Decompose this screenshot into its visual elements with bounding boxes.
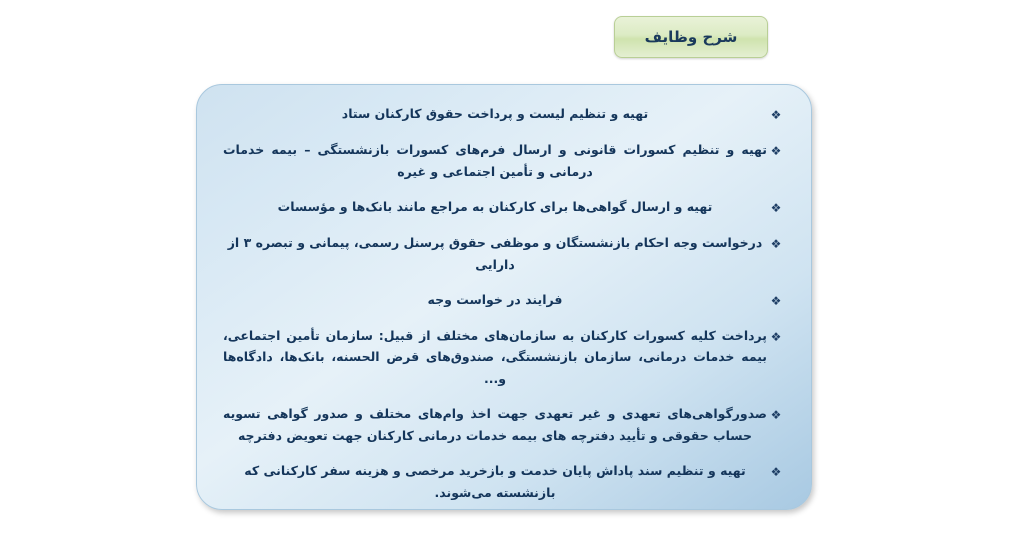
diamond-bullet-icon: ❖: [770, 144, 782, 158]
diamond-bullet-icon: ❖: [770, 293, 782, 308]
list-item: [223, 325, 785, 391]
list-item-text: تهیه و ارسال گواهی‌ها برای کارکنان به مراجع مانند بانک‌ها و مؤسسات: [277, 198, 713, 214]
list-item: [223, 139, 785, 183]
duties-panel: [196, 84, 812, 510]
list-item-text: درخواست وجه احکام بازنشستگان و موظفی حقوق پرسنل رسمی، پیمانی و تبصره ۳ از دارایی: [227, 234, 763, 272]
list-item: [223, 103, 785, 126]
list-item-text: صدورگواهی‌های تعهدی و غیر تعهدی جهت اخذ وام‌های مختلف و صدور گواهی تسویه حساب حقوقی و تأیید دفترچه های بیمه خدمات درمانی کارکنان جهت تعویض دفترچه: [223, 406, 767, 443]
list-item: [223, 232, 785, 276]
list-item-text: پرداخت کلیه کسورات کارکنان به سازمان‌های مختلف از قبیل: سازمان تأمین اجتماعی، بیمه خدمات درمانی، سازمان بازنشستگی، صندوق‌های قرض الحسنه، بانک‌ها، دادگاه‌ها و...: [223, 327, 767, 387]
list-item: [223, 460, 785, 504]
page-title: شرح وظایف: [644, 28, 738, 46]
list-item-text: فرایند در خواست وجه: [427, 291, 563, 307]
diamond-bullet-icon: ❖: [770, 464, 782, 479]
diamond-bullet-icon: ❖: [770, 329, 782, 344]
page-title-banner: [614, 16, 768, 58]
list-item-text: تهیه و تنظیم لیست و پرداخت حقوق کارکنان ستاد: [341, 106, 649, 121]
duties-list: [223, 103, 785, 504]
list-item: [223, 289, 785, 312]
list-item: [223, 403, 785, 447]
list-item: [223, 196, 785, 219]
diamond-bullet-icon: ❖: [770, 108, 782, 122]
diamond-bullet-icon: ❖: [770, 408, 782, 423]
diamond-bullet-icon: ❖: [770, 236, 782, 251]
list-item-text: تهیه و تنظیم کسورات قانونی و ارسال فرم‌های کسورات بازنشستگی – بیمه خدمات درمانی و تأمین اجتماعی و غیره: [223, 142, 767, 179]
diamond-bullet-icon: ❖: [770, 200, 782, 215]
list-item-text: تهیه و تنظیم سند پاداش پایان خدمت و بازخرید مرخصی و هزینه سفر کارکنانی که بازنشسته می‌شوند.: [244, 462, 746, 500]
